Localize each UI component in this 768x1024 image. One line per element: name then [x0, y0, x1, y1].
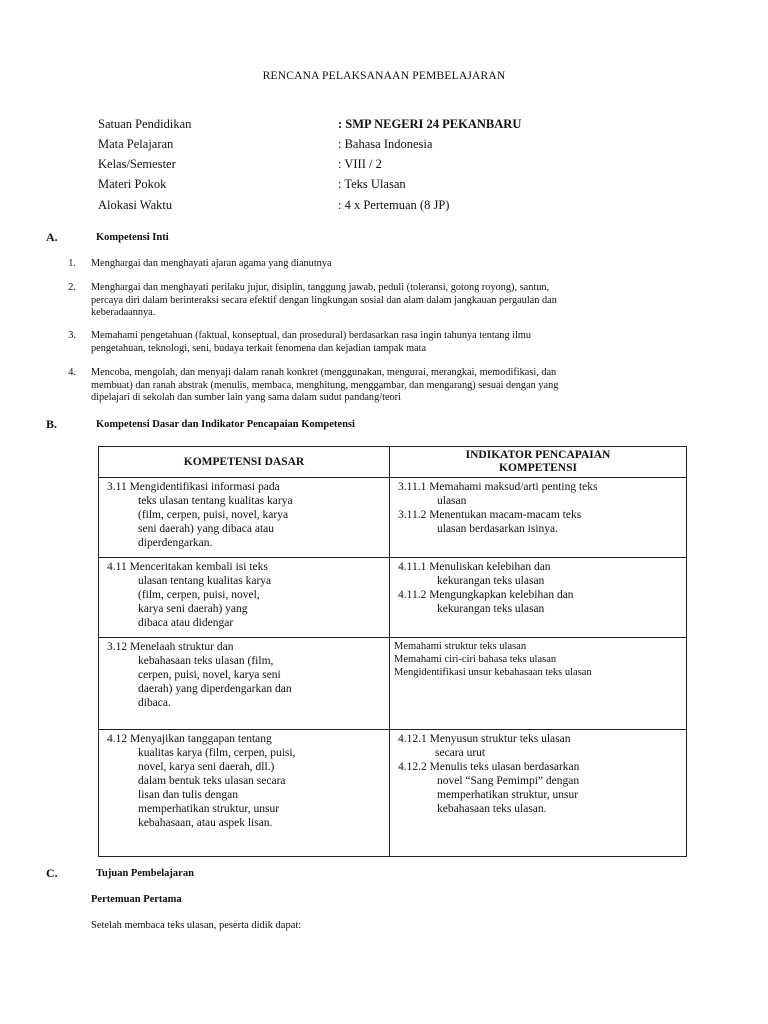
indicator-line: ulasan berdasarkan isinya. — [437, 523, 559, 535]
header-indikator-line: KOMPETENSI — [499, 462, 577, 474]
indicator-line: Memahami ciri-ciri bahasa teks ulasan — [394, 654, 557, 665]
indicator-cell — [390, 730, 687, 857]
ki-line: keberadaannya. — [91, 307, 156, 318]
ki-number: 2. — [68, 282, 76, 293]
table-row — [99, 478, 687, 558]
ki-text — [91, 330, 678, 355]
objective-intro: Setelah membaca teks ulasan, peserta didik dapat: — [91, 920, 302, 931]
ki-line: membuat) dan ranah abstrak (menulis, membaca, menghitung, menggambar, dan mengarang) sesuai dengan yang — [91, 379, 559, 391]
document-title: RENCANA PELAKSANAAN PEMBELAJARAN — [262, 70, 506, 82]
identity-value: : VIII / 2 — [338, 157, 382, 171]
indicator-line: 3.11.2 Menentukan macam-macam teks — [398, 509, 582, 521]
ki-line: Memahami pengetahuan (faktual, konseptual, dan prosedural) berdasarkan rasa ingin tahunya tentang ilmu — [91, 330, 532, 341]
ki-text — [91, 282, 678, 320]
kd-line: kebahasaan teks ulasan (film, — [138, 655, 274, 667]
section-a-title: Kompetensi Inti — [96, 232, 169, 243]
meeting-subtitle: Pertemuan Pertama — [91, 894, 182, 905]
header-indikator-line: INDIKATOR PENCAPAIAN — [465, 449, 611, 461]
table-row — [99, 558, 687, 638]
kd-line: 3.11 Mengidentifikasi informasi pada — [107, 481, 280, 493]
section-c-letter: C. — [46, 866, 58, 880]
kd-line: lisan dan tulis dengan — [138, 789, 238, 801]
indicator-line: Memahami struktur teks ulasan — [394, 641, 527, 652]
kd-line: 4.12 Menyajikan tanggapan tentang — [107, 733, 272, 745]
identity-value: : SMP NEGERI 24 PEKANBARU — [338, 117, 522, 131]
kd-line: cerpen, puisi, novel, karya seni — [138, 669, 281, 681]
competency-table — [98, 446, 687, 857]
indicator-line: 4.11.2 Mengungkapkan kelebihan dan — [398, 589, 574, 601]
indicator-line: kekurangan teks ulasan — [437, 603, 545, 615]
ki-number: 3. — [68, 330, 76, 341]
kd-line: 3.12 Menelaah struktur dan — [107, 641, 234, 653]
kd-line: (film, cerpen, puisi, novel, — [138, 589, 260, 601]
identity-label: Mata Pelajaran — [98, 137, 174, 151]
indicator-line: memperhatikan struktur, unsur — [437, 789, 579, 801]
section-a-letter: A. — [46, 230, 58, 244]
ki-text — [91, 258, 678, 271]
identity-label: Satuan Pendidikan — [98, 117, 192, 131]
kd-line: (film, cerpen, puisi, novel, karya — [138, 509, 289, 521]
identity-label: Kelas/Semester — [98, 157, 176, 171]
ki-line: dipelajari di sekolah dan sumber lain yang sama dalam sudut pandang/teori — [91, 392, 401, 403]
indicator-line: kekurangan teks ulasan — [437, 575, 545, 587]
indicator-line: 4.12.2 Menulis teks ulasan berdasarkan — [398, 761, 580, 773]
indicator-line: kebahasaan teks ulasan. — [437, 803, 547, 815]
kd-line: novel, karya seni daerah, dll.) — [138, 761, 275, 773]
ki-line: Mencoba, mengolah, dan menyaji dalam ranah konkret (menggunakan, mengurai, merangkai, memodifikasi, dan — [91, 367, 557, 378]
indicator-line: 4.11.1 Menuliskan kelebihan dan — [398, 561, 551, 573]
indicator-line: 4.12.1 Menyusun struktur teks ulasan — [398, 733, 571, 745]
kd-line: dalam bentuk teks ulasan secara — [138, 775, 286, 787]
table-row — [99, 730, 687, 857]
header-indikator — [390, 447, 687, 478]
kd-line: kualitas karya (film, cerpen, puisi, — [138, 747, 296, 759]
ki-line: percaya diri dalam berinteraksi secara efektif dengan lingkungan sosial dan alam dalam jangkauan pergaulan dan — [91, 294, 557, 306]
indicator-line: Mengidentifikasi unsur kebahasaan teks ulasan — [394, 667, 592, 678]
ki-text — [91, 367, 678, 405]
kd-line: dibaca atau didengar — [138, 617, 234, 629]
identity-value: : Bahasa Indonesia — [338, 137, 433, 151]
kd-line: diperdengarkan. — [138, 537, 213, 549]
identity-label: Alokasi Waktu — [98, 198, 173, 212]
ki-line: Menghargai dan menghayati ajaran agama yang dianutnya — [91, 258, 332, 269]
table-header-row — [99, 447, 687, 478]
identity-value: : Teks Ulasan — [338, 177, 406, 191]
indicator-cell — [390, 558, 687, 638]
kd-line: kebahasaan, atau aspek lisan. — [138, 817, 273, 829]
kd-line: teks ulasan tentang kualitas karya — [138, 495, 293, 507]
indicator-line: novel “Sang Pemimpi” dengan — [437, 775, 580, 787]
identity-value: : 4 x Pertemuan (8 JP) — [338, 198, 450, 212]
indicator-line: 3.11.1 Memahami maksud/arti penting teks — [398, 481, 598, 493]
header-kompetensi-dasar: KOMPETENSI DASAR — [99, 447, 390, 478]
kd-cell — [99, 638, 390, 730]
indicator-line: secara urut — [435, 747, 486, 759]
identity-label: Materi Pokok — [98, 177, 167, 191]
ki-line: pengetahuan, teknologi, seni, budaya terkait fenomena dan kejadian tampak mata — [91, 342, 427, 354]
ki-number: 1. — [68, 258, 76, 269]
kd-cell — [99, 478, 390, 558]
section-c-title: Tujuan Pembelajaran — [96, 868, 194, 879]
kd-line: karya seni daerah) yang — [138, 603, 248, 615]
ki-line: Menghargai dan menghayati perilaku jujur, disiplin, tanggung jawab, peduli (toleransi, gotong royong), santun, — [91, 282, 550, 293]
indicator-cell — [390, 638, 687, 730]
table-row — [99, 638, 687, 730]
section-b-letter: B. — [46, 417, 58, 431]
kd-line: ulasan tentang kualitas karya — [138, 575, 272, 587]
kd-line: dibaca. — [138, 697, 171, 709]
indicator-line: ulasan — [437, 495, 467, 507]
kd-line: 4.11 Menceritakan kembali isi teks — [107, 561, 268, 573]
indicator-cell — [390, 478, 687, 558]
kd-line: daerah) yang diperdengarkan dan — [138, 683, 292, 695]
ki-number: 4. — [68, 367, 76, 378]
kd-line: seni daerah) yang dibaca atau — [138, 523, 275, 535]
kd-line: memperhatikan struktur, unsur — [138, 803, 280, 815]
kd-cell — [99, 558, 390, 638]
section-b-title: Kompetensi Dasar dan Indikator Pencapaian Kompetensi — [96, 419, 355, 430]
kd-cell — [99, 730, 390, 857]
